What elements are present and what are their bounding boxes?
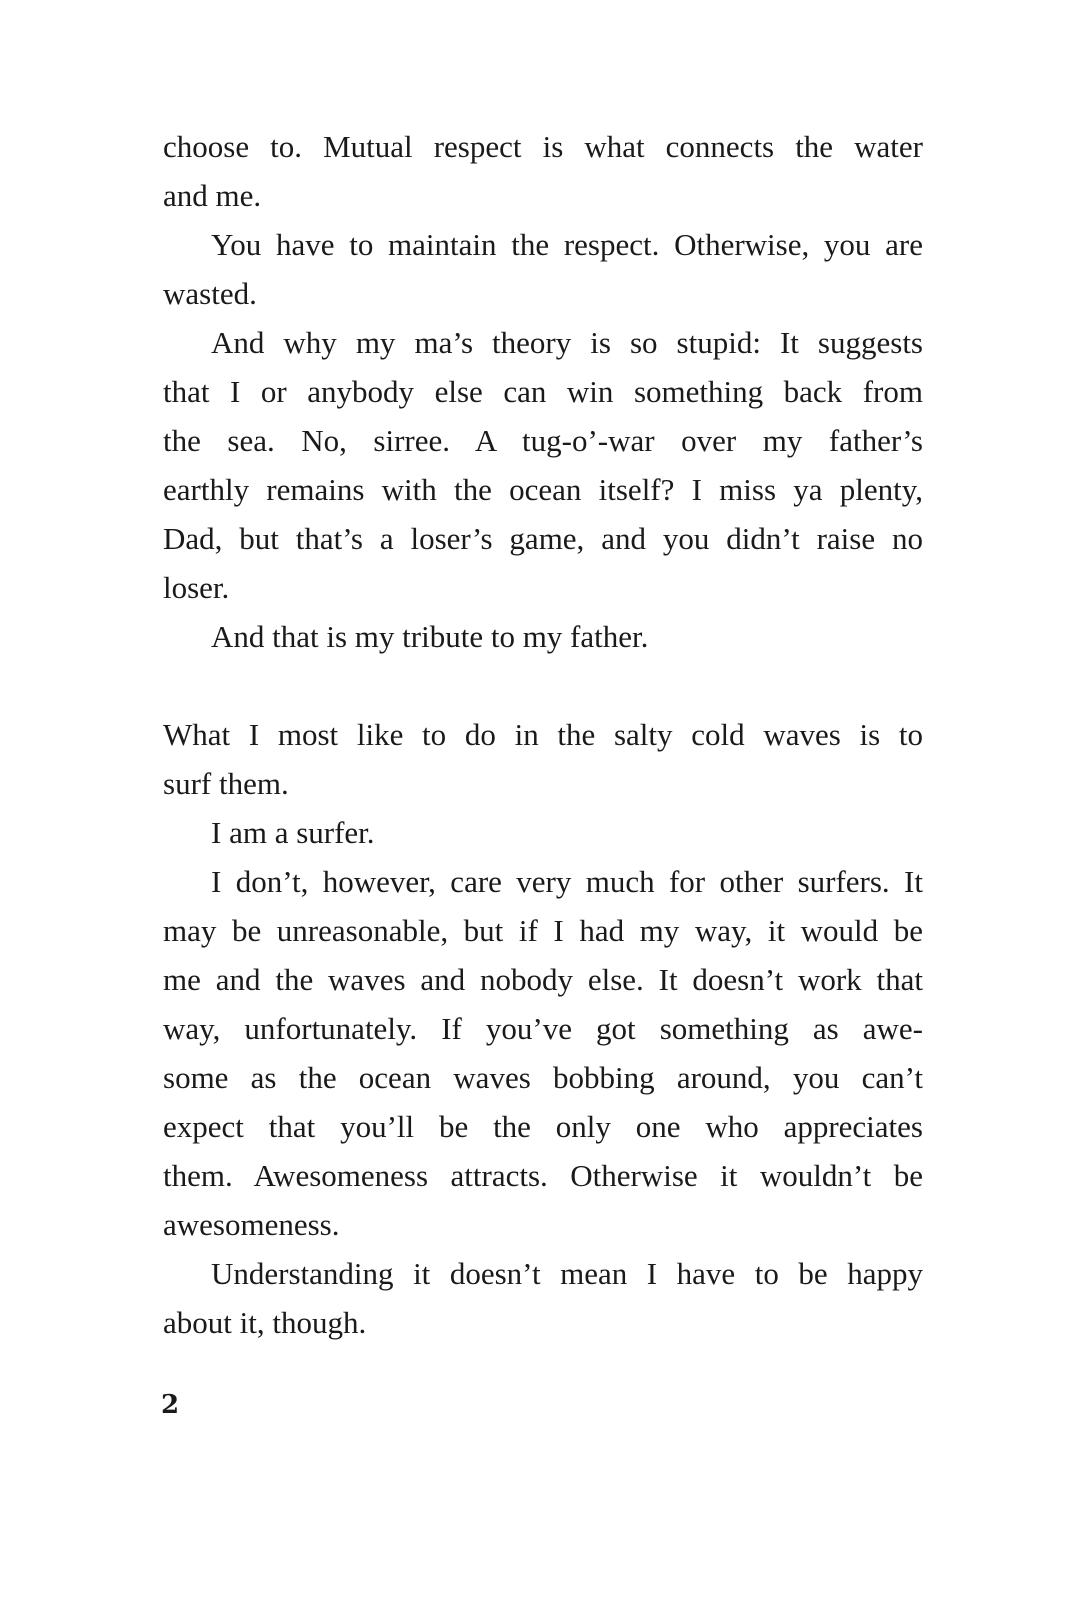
text-line: earthly remains with the ocean itself? I miss ya plenty, <box>163 472 923 507</box>
text-line: loser. <box>163 570 230 605</box>
text-line: may be unreasonable, but if I had my way, it would be <box>163 913 923 948</box>
text-line: me and the waves and nobody else. It doesn’t work that <box>163 962 923 997</box>
text-line: the sea. No, sirree. A tug-o’-war over my father’s <box>163 423 923 458</box>
text-line: I am a surfer. <box>211 815 375 850</box>
text-line: surf them. <box>163 766 289 801</box>
text-line: What I most like to do in the salty cold waves is to <box>163 717 923 752</box>
text-line: and me. <box>163 178 262 213</box>
text-line: them. Awesomeness attracts. Otherwise it wouldn’t be <box>163 1158 923 1193</box>
text-line: about it, though. <box>163 1305 367 1340</box>
text-line: some as the ocean waves bobbing around, you can’t <box>163 1060 923 1095</box>
text-line: that I or anybody else can win something back from <box>163 374 923 409</box>
text-line: You have to maintain the respect. Otherwise, you are <box>211 227 923 262</box>
page-number: 2 <box>161 1390 180 1420</box>
text-line: expect that you’ll be the only one who appreciates <box>163 1109 923 1144</box>
book-page-text <box>163 122 923 1347</box>
text-line: wasted. <box>163 276 257 311</box>
text-line: way, unfortunately. If you’ve got something as awe- <box>163 1011 923 1046</box>
text-line: I don’t, however, care very much for other surfers. It <box>211 864 923 899</box>
text-line: And that is my tribute to my father. <box>211 619 649 654</box>
text-line: awesomeness. <box>163 1207 340 1242</box>
text-line: Dad, but that’s a loser’s game, and you didn’t raise no <box>163 521 923 556</box>
text-line: And why my ma’s theory is so stupid: It suggests <box>211 325 923 360</box>
text-line: Understanding it doesn’t mean I have to be happy <box>211 1256 923 1291</box>
section-break <box>163 661 923 710</box>
text-line: choose to. Mutual respect is what connects the water <box>163 129 923 164</box>
